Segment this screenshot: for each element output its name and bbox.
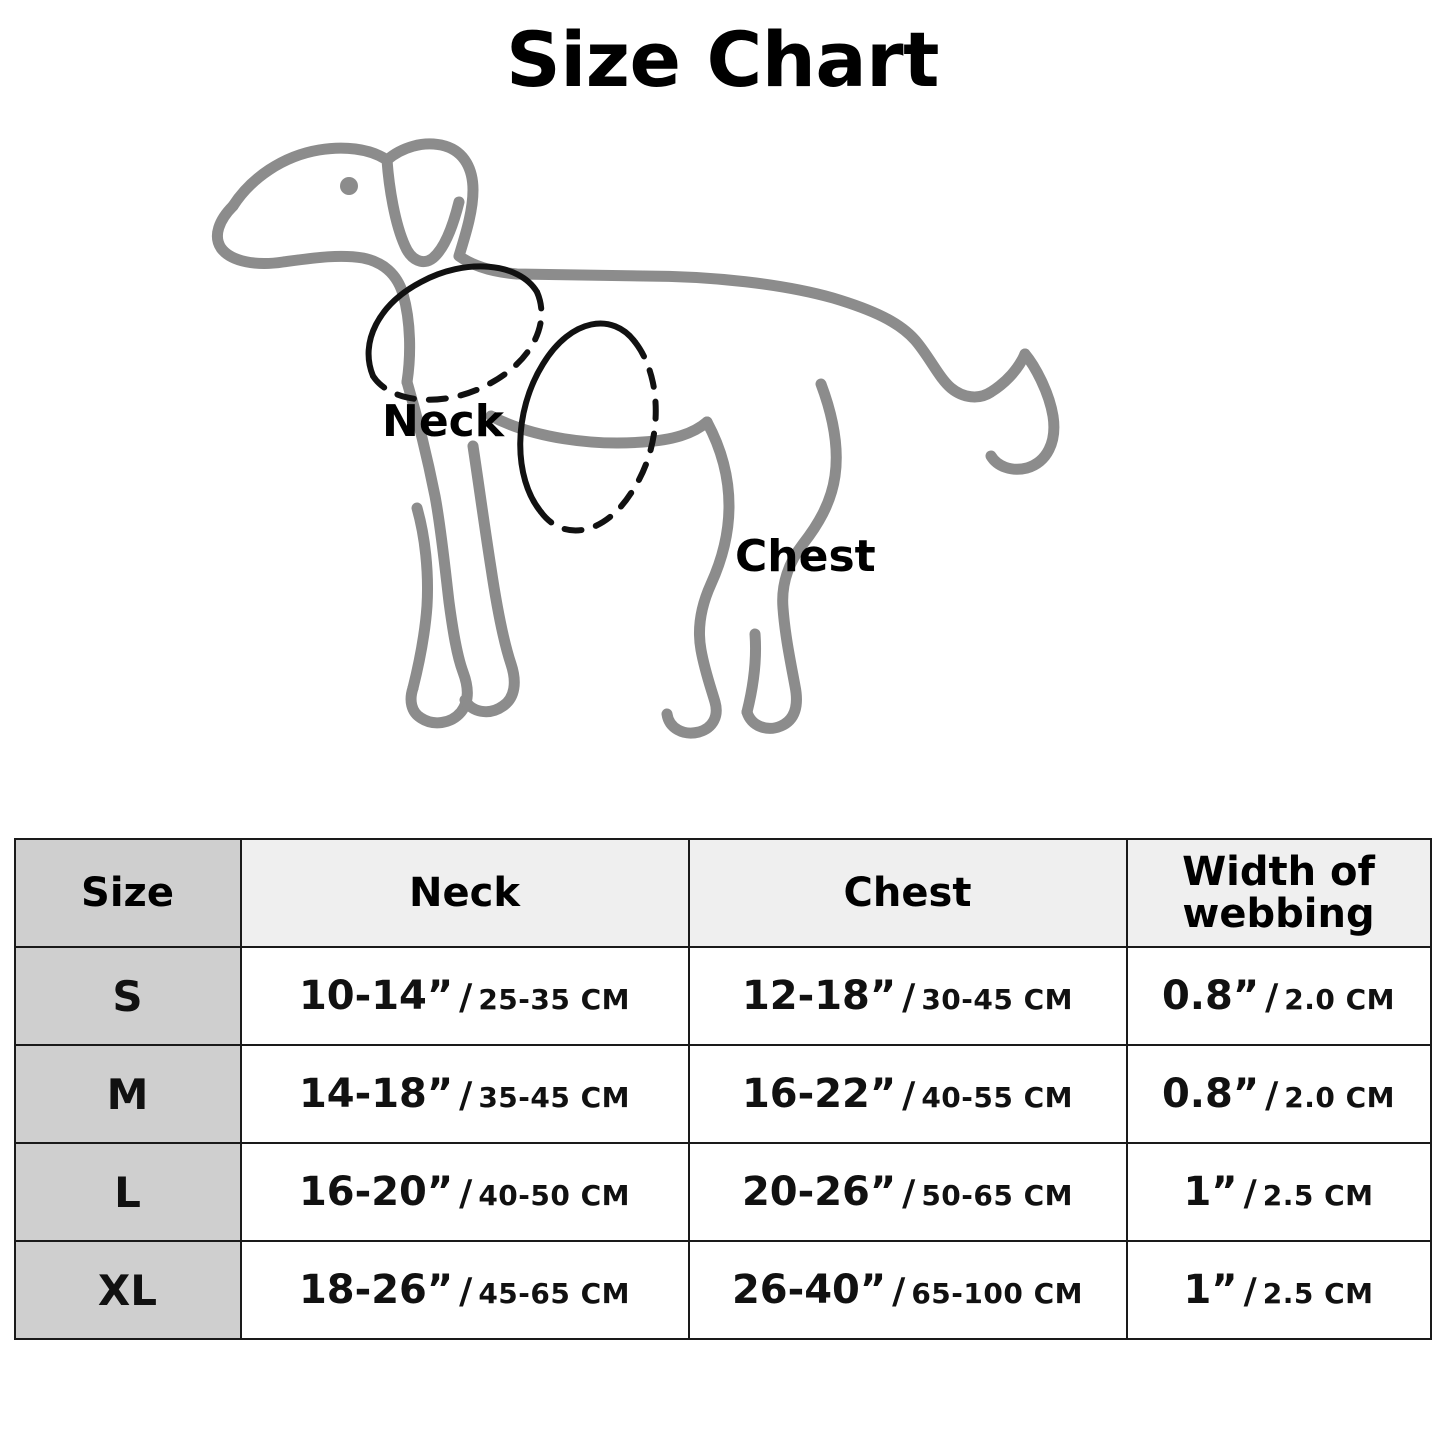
chest-separator: /: [902, 1075, 916, 1116]
webbing-inches: 1”: [1183, 1267, 1238, 1313]
header-width-line2: webbing: [1182, 891, 1375, 937]
chest-separator: /: [892, 1271, 906, 1312]
chest-cm: 65-100 CM: [911, 1277, 1084, 1310]
table-body: [15, 947, 1431, 1339]
neck-cm: 35-45 CM: [478, 1081, 631, 1114]
webbing-separator: /: [1243, 1271, 1257, 1312]
cell-neck: [241, 1143, 689, 1241]
header-chest: Chest: [689, 839, 1127, 947]
webbing-cm: 2.5 CM: [1262, 1277, 1374, 1310]
chest-cm: 30-45 CM: [921, 983, 1074, 1016]
chest-separator: /: [902, 1173, 916, 1214]
table-row: [15, 1045, 1431, 1143]
cell-chest: [689, 1045, 1127, 1143]
chest-inches: 16-22”: [741, 1071, 897, 1117]
neck-separator: /: [459, 1271, 473, 1312]
header-width-line1: Width of: [1182, 849, 1375, 895]
chest-inches: 12-18”: [741, 973, 897, 1019]
cell-size: M: [15, 1045, 241, 1143]
neck-label: Neck: [382, 396, 505, 447]
cell-neck: [241, 1045, 689, 1143]
chest-inches: 20-26”: [741, 1169, 897, 1215]
dog-measurement-diagram: [0, 116, 1445, 816]
dog-body-outline: [217, 144, 1053, 733]
cell-size: L: [15, 1143, 241, 1241]
cell-neck: [241, 1241, 689, 1339]
webbing-inches: 1”: [1183, 1169, 1238, 1215]
neck-separator: /: [459, 1075, 473, 1116]
cell-chest: [689, 1143, 1127, 1241]
webbing-separator: /: [1265, 977, 1279, 1018]
cell-webbing: [1127, 1241, 1431, 1339]
neck-separator: /: [459, 1173, 473, 1214]
table-header-row: [15, 839, 1431, 947]
neck-inches: 16-20”: [298, 1169, 454, 1215]
neck-cm: 40-50 CM: [478, 1179, 631, 1212]
size-table: [14, 838, 1432, 1340]
neck-cm: 45-65 CM: [478, 1277, 631, 1310]
neck-inches: 18-26”: [298, 1267, 454, 1313]
page-title: Size Chart: [505, 15, 939, 104]
header-size: Size: [15, 839, 241, 947]
chest-cm: 50-65 CM: [921, 1179, 1074, 1212]
webbing-separator: /: [1243, 1173, 1257, 1214]
table-row: [15, 1143, 1431, 1241]
chest-separator: /: [902, 977, 916, 1018]
webbing-separator: /: [1265, 1075, 1279, 1116]
header-neck: Neck: [241, 839, 689, 947]
chest-inches: 26-40”: [731, 1267, 887, 1313]
neck-inches: 10-14”: [298, 973, 454, 1019]
webbing-cm: 2.0 CM: [1284, 983, 1396, 1016]
neck-cm: 25-35 CM: [478, 983, 631, 1016]
cell-neck: [241, 947, 689, 1045]
cell-size: XL: [15, 1241, 241, 1339]
table-header: [15, 839, 1431, 947]
chest-label: Chest: [735, 531, 876, 582]
webbing-cm: 2.0 CM: [1284, 1081, 1396, 1114]
neck-separator: /: [459, 977, 473, 1018]
webbing-inches: 0.8”: [1161, 973, 1260, 1019]
cell-webbing: [1127, 1143, 1431, 1241]
webbing-inches: 0.8”: [1161, 1071, 1260, 1117]
chest-cm: 40-55 CM: [921, 1081, 1074, 1114]
chest-measure-ellipse: [520, 324, 656, 531]
neck-inches: 14-18”: [298, 1071, 454, 1117]
cell-webbing: [1127, 1045, 1431, 1143]
dog-outline-svg: [173, 116, 1273, 796]
cell-chest: [689, 947, 1127, 1045]
header-width-of-webbing: [1127, 839, 1431, 947]
webbing-cm: 2.5 CM: [1262, 1179, 1374, 1212]
cell-chest: [689, 1241, 1127, 1339]
cell-webbing: [1127, 947, 1431, 1045]
cell-size: S: [15, 947, 241, 1045]
table-row: [15, 1241, 1431, 1339]
table-row: [15, 947, 1431, 1045]
